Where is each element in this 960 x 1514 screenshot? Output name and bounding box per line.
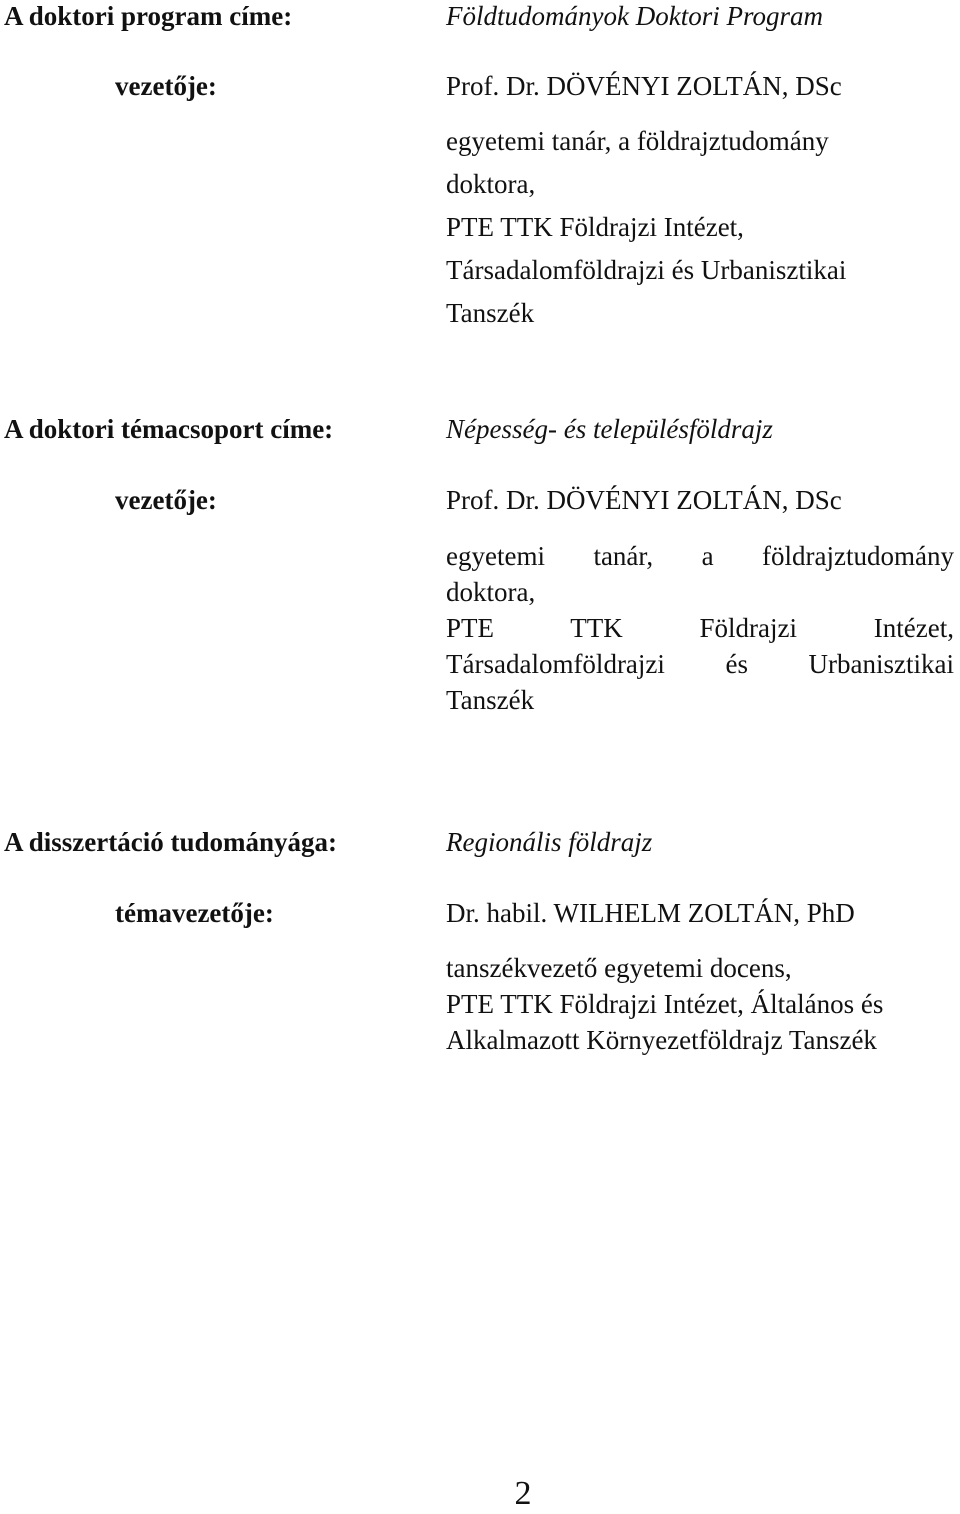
topic-group-leader-details xyxy=(446,538,954,718)
topic-group-title-label: A doktori témacsoport címe: xyxy=(4,414,334,444)
dissertation-supervisor-detail-line: tanszékvezető egyetemi docens, xyxy=(446,953,792,983)
program-title-label: A doktori program címe: xyxy=(4,1,293,31)
dissertation-supervisor-label: témavezetője: xyxy=(115,898,274,928)
topic-group-title-value: Népesség- és településföldrajz xyxy=(446,414,773,444)
program-leader-detail-line: egyetemi tanár, a földrajztudomány xyxy=(446,126,829,156)
page-number: 2 xyxy=(514,1475,532,1512)
program-title-value: Földtudományok Doktori Program xyxy=(446,1,823,31)
topic-group-leader-detail-line: Tanszék xyxy=(446,685,535,715)
program-leader-name: Prof. Dr. DÖVÉNYI ZOLTÁN, DSc xyxy=(446,71,842,101)
program-leader-detail-line: doktora, xyxy=(446,169,536,199)
dissertation-field-label: A disszertáció tudományága: xyxy=(4,827,337,857)
program-leader-detail-line: PTE TTK Földrajzi Intézet, xyxy=(446,212,744,242)
topic-group-leader-name: Prof. Dr. DÖVÉNYI ZOLTÁN, DSc xyxy=(446,485,842,515)
dissertation-supervisor-detail-line: Alkalmazott Környezetföldrajz Tanszék xyxy=(446,1025,877,1055)
program-leader-detail-line: Társadalomföldrajzi és Urbanisztikai xyxy=(446,255,847,285)
topic-group-leader-detail-line: PTE TTK Földrajzi Intézet, xyxy=(446,613,954,643)
topic-group-leader-detail-line: doktora, xyxy=(446,577,536,607)
topic-group-leader-detail-line: egyetemi tanár, a földrajztudomány xyxy=(446,541,954,571)
program-leader-label: vezetője: xyxy=(115,71,217,101)
dissertation-supervisor-name: Dr. habil. WILHELM ZOLTÁN, PhD xyxy=(446,898,855,928)
program-leader-detail-line: Tanszék xyxy=(446,298,535,328)
topic-group-leader-label: vezetője: xyxy=(115,485,217,515)
dissertation-field-value: Regionális földrajz xyxy=(446,827,653,857)
topic-group-leader-detail-line: Társadalomföldrajzi és Urbanisztikai xyxy=(446,649,954,679)
dissertation-supervisor-detail-line: PTE TTK Földrajzi Intézet, Általános és xyxy=(446,989,884,1019)
